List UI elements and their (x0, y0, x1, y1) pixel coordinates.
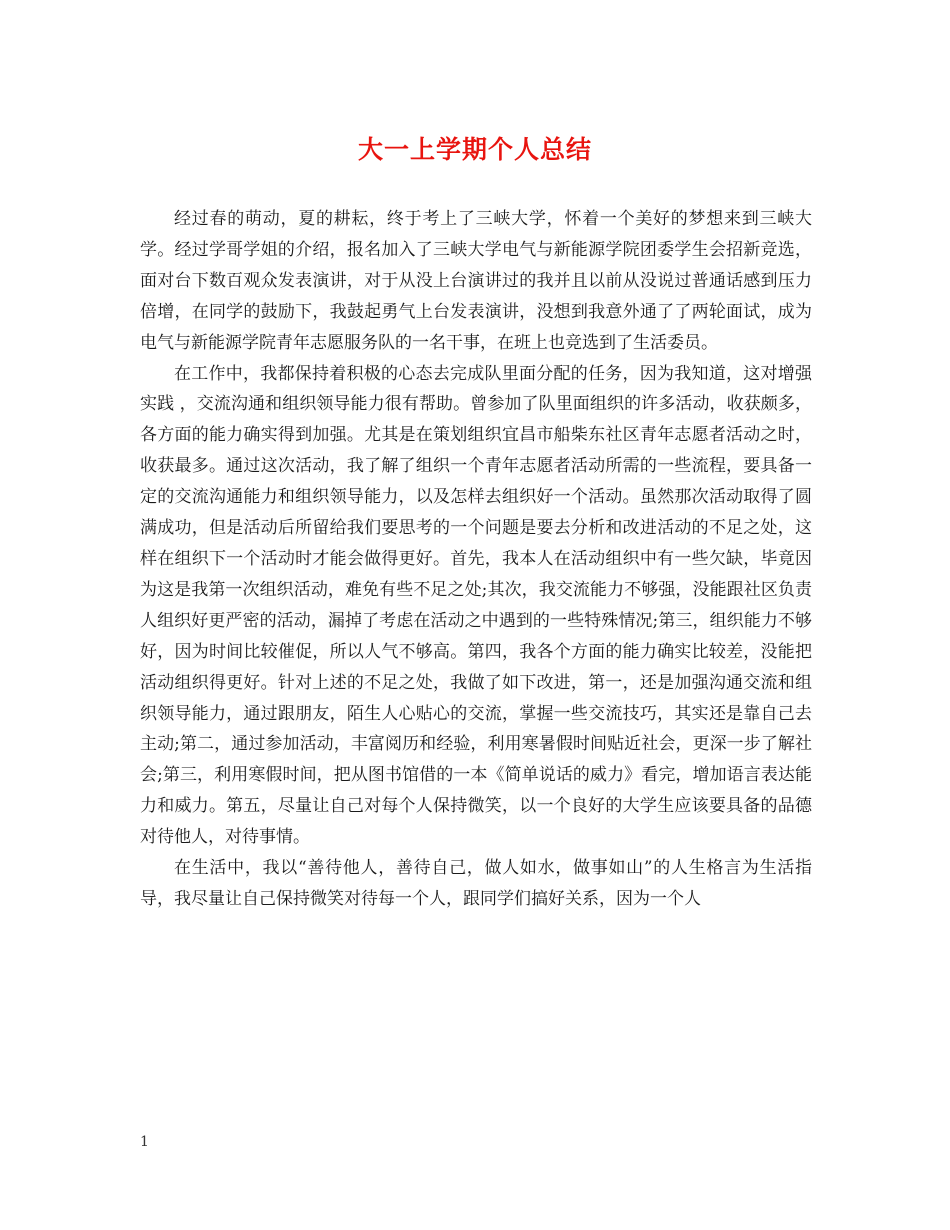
document-title: 大一上学期个人总结 (357, 135, 592, 164)
paragraph-3: 在生活中，我以“善待他人，善待自己，做人如水，做事如山”的人生格言为生活指导，我尽量让自己保持微笑对待每一个人，跟同学们搞好关系，因为一个人 (140, 858, 812, 909)
document-body (140, 204, 812, 915)
paragraph-1: 经过春的萌动，夏的耕耘，终于考上了三峡大学，怀着一个美好的梦想来到三峡大学。经过学哥学姐的介绍，报名加入了三峡大学电气与新能源学院团委学生会招新竞选，面对台下数百观众发表演讲，对于从没上台演讲过的我并且以前从没说过普通话感到压力倍增，在同学的鼓励下，我鼓起勇气上台发表演讲，没想到我意外通了了两轮面试，成为电气与新能源学院青年志愿服务队的一名干事，在班上也竞选到了生活委员。 (140, 209, 812, 353)
paragraph-2: 在工作中，我都保持着积极的心态去完成队里面分配的任务，因为我知道，这对增强实践 ，交流沟通和组织领导能力很有帮助。曾参加了队里面组织的许多活动，收获颇多，各方面的能力确实得到加强。尤其是在策划组织宜昌市船柴东社区青年志愿者活动之时，收获最多。通过这次活动，我了解了组织一个青年志愿者活动所需的一些流程，要具备一定的交流沟通能力和组织领导能力，以及怎样去组织好一个活动。虽然那次活动取得了圆满成功，但是活动后所留给我们要思考的一个问题是要去分析和改进活动的不足之处，这样在组织下一个活动时才能会做得更好。首先，我本人在活动组织中有一些欠缺，毕竟因为这是我第一次组织活动，难免有些不足之处;其次，我交流能力不够强，没能跟社区负责人组织好更严密的活动，漏掉了考虑在活动之中遇到的一些特殊情况;第三，组织能力不够好，因为时间比较催促，所以人气不够高。第四，我各个方面的能力确实比较差，没能把活动组织得更好。针对上述的不足之处，我做了如下改进，第一，还是加强沟通交流和组织领导能力，通过跟朋友，陌生人心贴心的交流，掌握一些交流技巧，其实还是靠自己去主动;第二，通过参加活动，丰富阅历和经验，利用寒暑假时间贴近社会，更深一步了解社会;第三，利用寒假时间，把从图书馆借的一本《简单说话的威力》看完，增加语言表达能力和威力。第五，尽量让自己对每个人保持微笑，以一个良好的大学生应该要具备的品德对待他人，对待事情。 (140, 363, 812, 848)
page-number: 1 (140, 1134, 149, 1150)
